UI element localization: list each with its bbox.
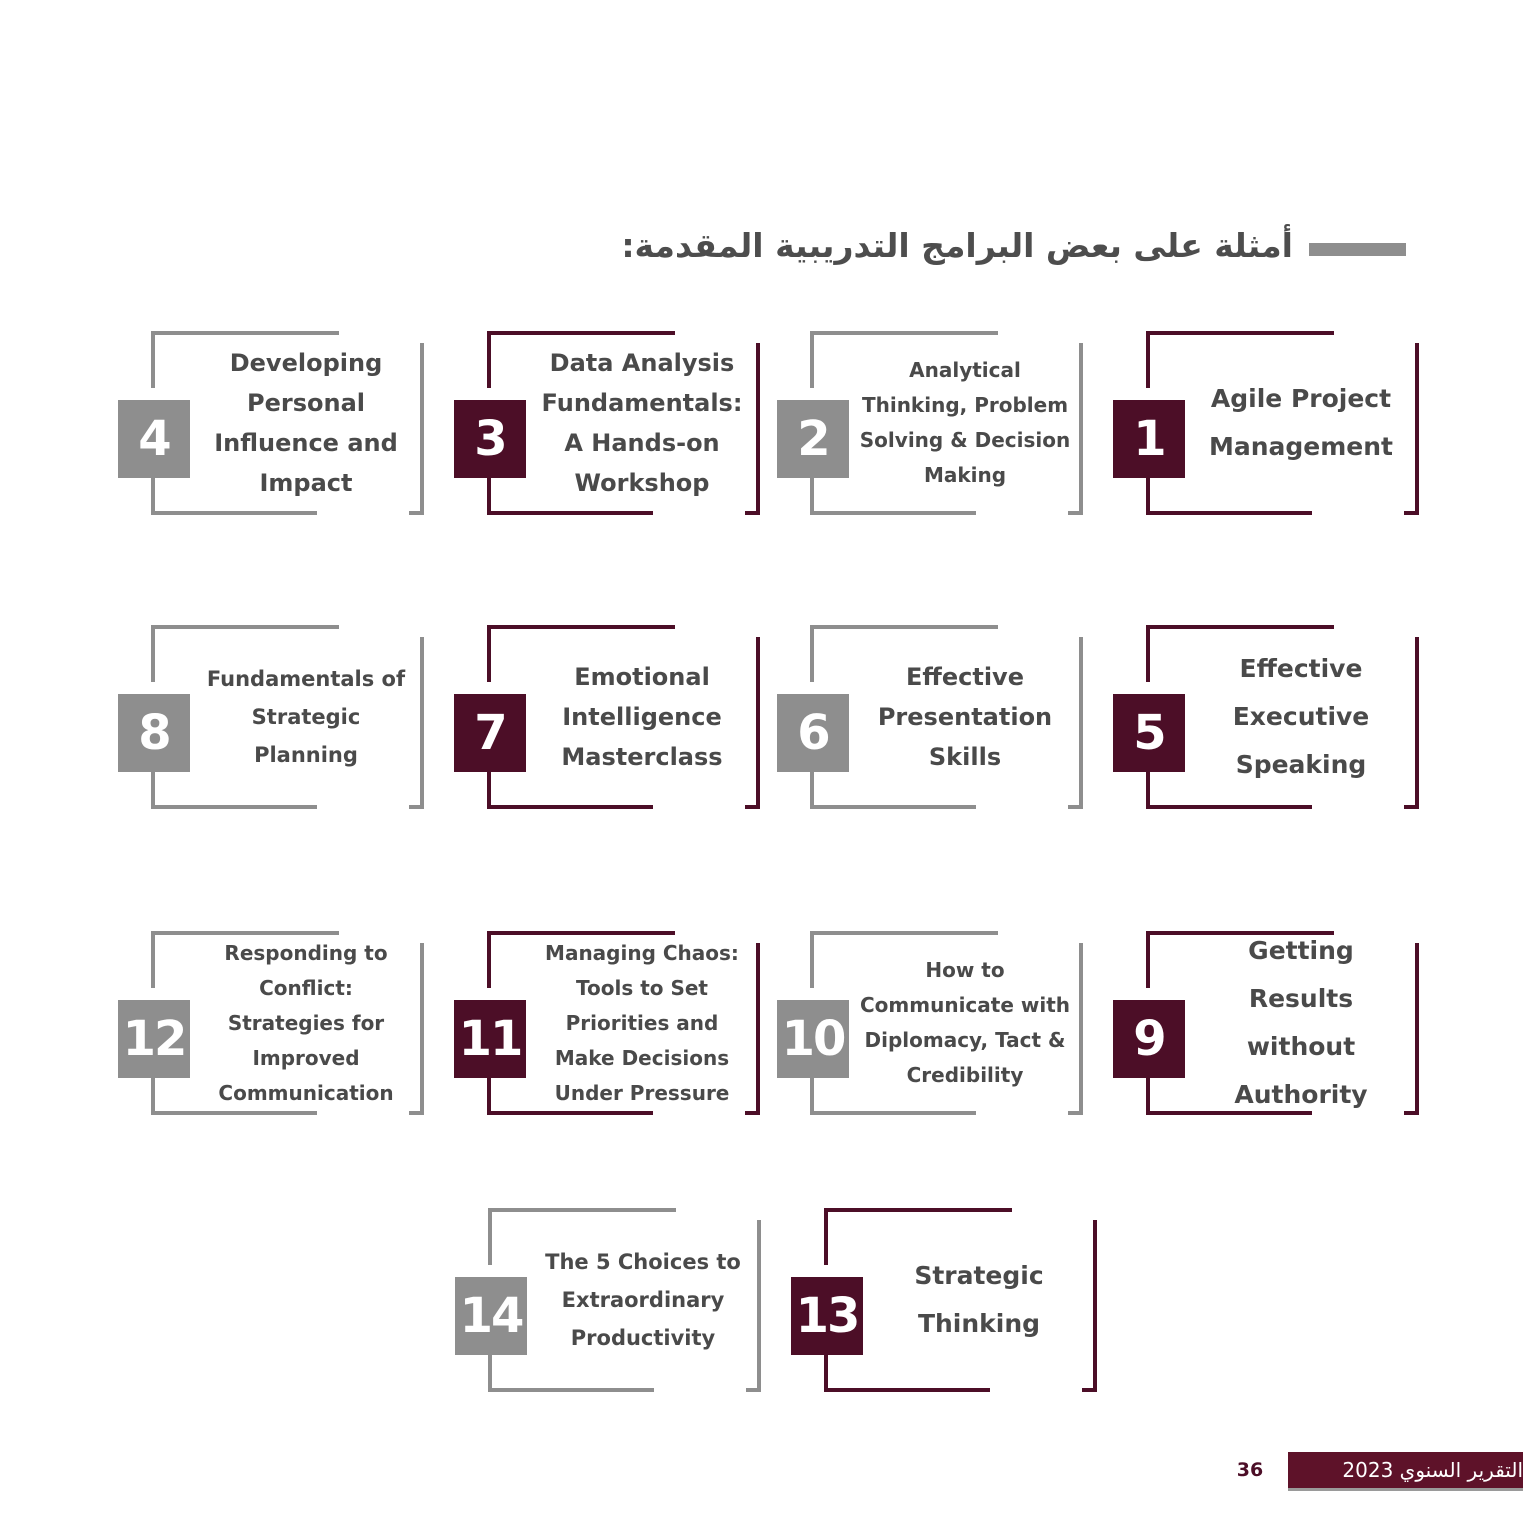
frame-bracket-line <box>151 476 155 515</box>
frame-bracket-line <box>487 1076 491 1115</box>
frame-bracket-line <box>1068 511 1083 515</box>
page-number: 36 <box>1236 1459 1264 1481</box>
frame-bracket-line <box>151 931 339 935</box>
frame-bracket-line <box>487 476 491 515</box>
frame-bracket-line <box>810 931 814 988</box>
frame-bracket-line <box>487 331 491 388</box>
frame-bracket-line <box>756 637 760 809</box>
frame-bracket-line <box>1146 931 1150 988</box>
program-card-7 <box>454 625 760 809</box>
frame-bracket-line <box>151 331 155 388</box>
program-card-14 <box>455 1208 761 1392</box>
program-card-9 <box>1113 931 1419 1115</box>
frame-bracket-line <box>1093 1220 1097 1392</box>
frame-bracket-line <box>745 511 760 515</box>
frame-bracket-line <box>487 931 491 988</box>
program-number: 12 <box>118 1000 190 1078</box>
frame-bracket-line <box>1415 637 1419 809</box>
program-number: 2 <box>777 400 849 478</box>
frame-bracket-line <box>1146 770 1150 809</box>
report-label-band <box>1288 1452 1523 1488</box>
frame-bracket-line <box>487 625 491 682</box>
frame-bracket-line <box>151 331 339 335</box>
frame-bracket-line <box>1146 511 1312 515</box>
program-card-8 <box>118 625 424 809</box>
program-title: Agile Project Management <box>1208 384 1394 461</box>
program-title: How to Communicate with Diplomacy, Tact & Credibility <box>860 958 1070 1087</box>
frame-bracket-line <box>1404 511 1419 515</box>
program-card-11 <box>454 931 760 1115</box>
report-label: التقرير السنوي 2023 <box>1342 1458 1523 1482</box>
frame-bracket-line <box>409 1111 424 1115</box>
frame-bracket-line <box>756 943 760 1115</box>
frame-bracket-line <box>810 805 976 809</box>
frame-bracket-line <box>151 805 317 809</box>
program-title: Effective Presentation Skills <box>877 663 1053 771</box>
program-card-4 <box>118 331 424 515</box>
program-number: 7 <box>454 694 526 772</box>
frame-bracket-line <box>151 625 339 629</box>
program-number: 4 <box>118 400 190 478</box>
frame-bracket-line <box>420 637 424 809</box>
frame-bracket-line <box>488 1388 654 1392</box>
program-title: Effective Executive Speaking <box>1232 654 1370 779</box>
frame-bracket-line <box>1146 331 1150 388</box>
program-number: 10 <box>777 1000 849 1078</box>
frame-bracket-line <box>810 625 998 629</box>
frame-bracket-line <box>1068 1111 1083 1115</box>
program-number: 9 <box>1113 1000 1185 1078</box>
footer-underline <box>1288 1488 1523 1491</box>
frame-bracket-line <box>151 770 155 809</box>
frame-bracket-line <box>487 931 675 935</box>
frame-bracket-line <box>810 931 998 935</box>
program-title: Fundamentals of Strategic Planning <box>206 667 406 767</box>
frame-bracket-line <box>810 476 814 515</box>
frame-bracket-line <box>1146 1076 1150 1115</box>
program-title: Emotional Intelligence Masterclass <box>561 663 723 771</box>
program-title: The 5 Choices to Extraordinary Productivity <box>545 1250 741 1350</box>
frame-bracket-line <box>487 625 675 629</box>
frame-bracket-line <box>151 931 155 988</box>
frame-bracket-line <box>745 805 760 809</box>
program-title: Analytical Thinking, Problem Solving & Decision Making <box>859 358 1071 487</box>
frame-bracket-line <box>488 1208 676 1212</box>
frame-bracket-line <box>488 1353 492 1392</box>
frame-bracket-line <box>487 331 675 335</box>
frame-bracket-line <box>1415 943 1419 1115</box>
frame-bracket-line <box>824 1208 1012 1212</box>
program-title: Developing Personal Influence and Impact <box>214 349 398 497</box>
program-card-3 <box>454 331 760 515</box>
frame-bracket-line <box>1146 625 1334 629</box>
program-number: 5 <box>1113 694 1185 772</box>
program-title: Responding to Conflict: Strategies for Improved Communication <box>218 940 394 1105</box>
frame-bracket-line <box>757 1220 761 1392</box>
program-title: Managing Chaos: Tools to Set Priorities and Make Decisions Under Pressure <box>545 940 739 1105</box>
frame-bracket-line <box>1079 943 1083 1115</box>
frame-bracket-line <box>824 1388 990 1392</box>
program-number: 3 <box>454 400 526 478</box>
frame-bracket-line <box>420 343 424 515</box>
frame-bracket-line <box>810 770 814 809</box>
frame-bracket-line <box>1068 805 1083 809</box>
frame-bracket-line <box>1415 343 1419 515</box>
frame-bracket-line <box>1146 625 1150 682</box>
program-card-5 <box>1113 625 1419 809</box>
frame-bracket-line <box>151 511 317 515</box>
frame-bracket-line <box>1146 331 1334 335</box>
program-card-2 <box>777 331 1083 515</box>
frame-bracket-line <box>1079 343 1083 515</box>
program-number: 13 <box>791 1277 863 1355</box>
frame-bracket-line <box>487 805 653 809</box>
frame-bracket-line <box>810 1111 976 1115</box>
frame-bracket-line <box>409 805 424 809</box>
program-title: Getting Results without Authority <box>1234 936 1368 1109</box>
program-number: 6 <box>777 694 849 772</box>
program-number: 14 <box>455 1277 527 1355</box>
section-heading: أمثلة على بعض البرامج التدريبية المقدمة: <box>621 226 1293 265</box>
frame-bracket-line <box>810 511 976 515</box>
program-card-1 <box>1113 331 1419 515</box>
heading-accent-bar <box>1309 243 1406 256</box>
frame-bracket-line <box>746 1388 761 1392</box>
frame-bracket-line <box>487 1111 653 1115</box>
program-card-10 <box>777 931 1083 1115</box>
program-title: Strategic Thinking <box>914 1261 1044 1338</box>
frame-bracket-line <box>1404 805 1419 809</box>
frame-bracket-line <box>810 1076 814 1115</box>
frame-bracket-line <box>1079 637 1083 809</box>
frame-bracket-line <box>824 1208 828 1265</box>
frame-bracket-line <box>420 943 424 1115</box>
program-number: 11 <box>454 1000 526 1078</box>
frame-bracket-line <box>487 511 653 515</box>
frame-bracket-line <box>745 1111 760 1115</box>
frame-bracket-line <box>488 1208 492 1265</box>
frame-bracket-line <box>1082 1388 1097 1392</box>
frame-bracket-line <box>824 1353 828 1392</box>
frame-bracket-line <box>810 331 814 388</box>
frame-bracket-line <box>756 343 760 515</box>
frame-bracket-line <box>151 1076 155 1115</box>
program-card-13 <box>791 1208 1097 1392</box>
program-number: 8 <box>118 694 190 772</box>
frame-bracket-line <box>810 331 998 335</box>
frame-bracket-line <box>151 1111 317 1115</box>
frame-bracket-line <box>1146 476 1150 515</box>
frame-bracket-line <box>487 770 491 809</box>
program-number: 1 <box>1113 400 1185 478</box>
program-card-6 <box>777 625 1083 809</box>
frame-bracket-line <box>1146 805 1312 809</box>
program-card-12 <box>118 931 424 1115</box>
frame-bracket-line <box>151 625 155 682</box>
program-title: Data Analysis Fundamentals: A Hands-on Workshop <box>541 349 743 497</box>
frame-bracket-line <box>409 511 424 515</box>
frame-bracket-line <box>810 625 814 682</box>
